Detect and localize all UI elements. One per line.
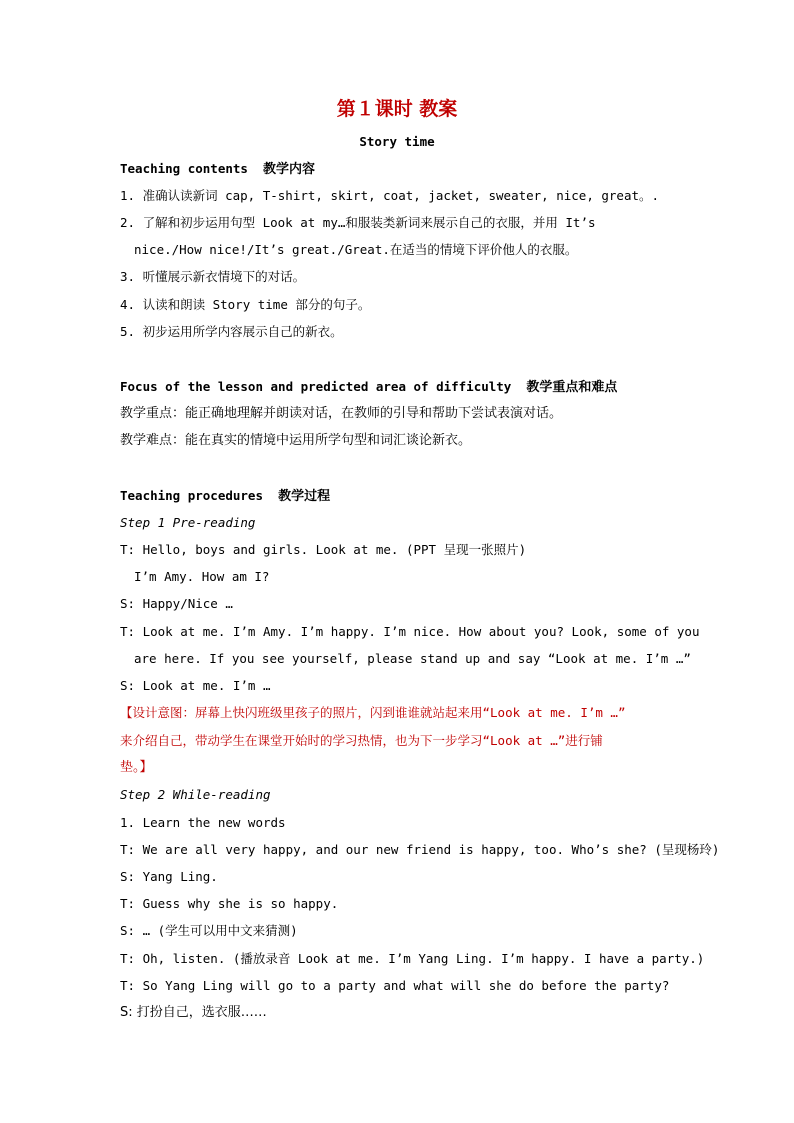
focus-heading-cn: 教学重点和难点 [526,380,618,395]
contents-heading-en: Teaching contents [120,161,248,176]
step1-line: are here. If you see yourself, please stand up and say “Look at me. I’m …” [134,651,691,666]
focus-difficulty: 教学难点：能在真实的情境中运用所学句型和词汇谈论新衣。 [120,433,472,448]
step2-heading: Step 2 While-reading [120,787,271,802]
procedures-heading [120,487,685,506]
contents-item-5: 5. 初步运用所学内容展示自己的新衣。 [120,324,343,339]
focus-heading-en: Focus of the lesson and predicted area of difficulty [120,379,512,394]
step1-heading: Step 1 Pre-reading [120,515,256,530]
focus-heading [120,378,685,397]
step1-line: T: Hello, boys and girls. Look at me. (PPT 呈现一张照片) [120,542,527,557]
step1-line: S: Happy/Nice … [120,596,233,611]
step2-line: T: So Yang Ling will go to a party and what will she do before the party? [120,978,670,993]
contents-item-1: 1. 准确认读新词 cap, T-shirt, skirt, coat, jacket, sweater, nice, great。. [120,188,660,203]
contents-item-4: 4. 认读和朗读 Story time 部分的句子。 [120,297,371,312]
design-note-line: 垫。】 [120,760,153,775]
page-title: 第１课时 教案 [336,98,458,120]
step2-line: T: Guess why she is so happy. [120,896,339,911]
focus-key-point: 教学重点：能正确地理解并朗读对话，在教师的引导和帮助下尝试表演对话。 [120,406,563,421]
contents-item-2: 2. 了解和初步运用句型 Look at my…和服装类新词来展示自己的衣服，并用 It’s [120,215,596,230]
procedures-heading-cn: 教学过程 [278,489,331,504]
contents-item-3: 3. 听懂展示新衣情境下的对话。 [120,269,306,284]
step2-line: S: Yang Ling. [120,869,218,884]
procedures-heading-en: Teaching procedures [120,488,263,503]
step1-line: I’m Amy. How am I? [134,569,270,584]
step2-line: T: We are all very happy, and our new friend is happy, too. Who’s she? (呈现杨玲) [120,842,720,857]
step1-line: T: Look at me. I’m Amy. I’m happy. I’m nice. How about you? Look, some of you [120,624,700,639]
step2-line: S: 打扮自己，选衣服…… [120,1005,267,1020]
design-note-line: 【设计意图：屏幕上快闪班级里孩子的照片，闪到谁谁就站起来用“Look at me. I’m …” [120,705,626,720]
step1-line: S: Look at me. I’m … [120,678,271,693]
page-subtitle: Story time [359,134,435,149]
contents-heading-cn: 教学内容 [263,162,316,177]
step2-line: 1. Learn the new words [120,815,286,830]
contents-heading [120,160,685,179]
step2-line: S: … (学生可以用中文来猜测) [120,923,298,938]
contents-item-2-cont: nice./How nice!/It’s great./Great.在适当的情境下评价他人的衣服。 [134,242,578,257]
step2-line: T: Oh, listen. (播放录音 Look at me. I’m Yang Ling. I’m happy. I have a party.) [120,951,705,966]
design-note-line: 来介绍自己，带动学生在课堂开始时的学习热情，也为下一步学习“Look at …”进行铺 [120,733,603,748]
